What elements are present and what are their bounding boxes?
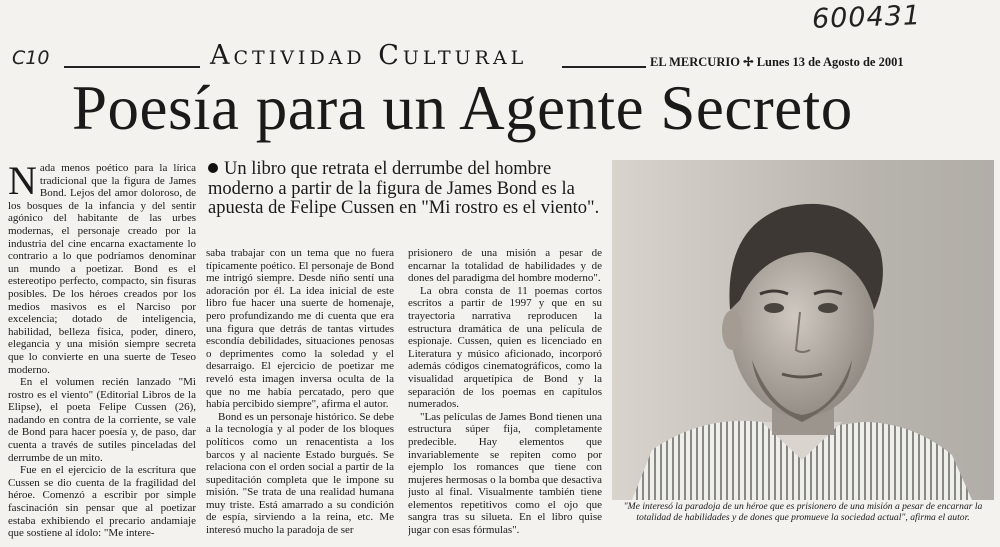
publication-line xyxy=(650,54,904,70)
drop-cap: N xyxy=(8,162,37,203)
col1-paragraph-2: En el volumen recién lanzado "Mi rostro es el viento" (Editorial Libros de la Elipse), el poeta Felipe Cussen (26), nadando en contra de la corriente, se vale de Bond para hacer poesía y, de paso, dar cuenta a través de sutiles pinceladas del derrumbe de un mito. xyxy=(8,376,196,464)
col2-paragraph-2: Bond es un personaje histórico. Se debe a la tecnología y al poder de los bloques políticos como un renacentista a los barcos y al naciente Estado burgués. Se relaciona con el orden social a partir de la supeditación completa que le impone su misión. "Se trata de una realidad humana muy triste. Está amarrado a su condición de espía, sirviendo a la reina, etc. Me interesó mucho la paradoja de ser xyxy=(206,410,394,537)
portrait-photo xyxy=(612,160,994,500)
handwritten-archive-number: 600431 xyxy=(811,0,922,35)
col1-paragraph-1: ada menos poético para la lírica tradicional que la figura de James Bond. Lejos del amor doloroso, de los bosques de la infancia y del sentir agónico del habitante de las urbes modernas, el personaje creado por la industria del cine encarna exactamente lo contrario a lo que podríamos denominar un mundo a poetizar. Bond es el estereotipo perfecto, compacto, sin fisuras posibles. De los héroes creados por los medios masivos es el Narciso por excelencia; dotado de inteligencia, habilidad, belleza física, poder, dinero, elegancia y una misión siempre secreta que lo convierte en una suerte de Teseo moderno. xyxy=(8,162,196,376)
col3-paragraph-1: prisionero de una misión a pesar de encarnar la totalidad de habilidades y de dones del paradigma del hombre moderno". xyxy=(408,247,602,285)
portrait-photo-icon xyxy=(612,160,994,500)
col2-paragraph-1: saba trabajar con un tema que no fuera típicamente poético. El personaje de Bond me intrigó siempre. Desde niño sentí una adoración por él. La idea inicial de este libro fue hacer una suerte de homenaje, pero profundizando me di cuenta que era una figura que detrás de tantas virtudes escondía debilidades, situaciones penosas o deprimentes como la soledad y el desarraigo. El ejercicio de poetizar me reveló esta imagen inversa oculta de la que no me había percatado, pero que había percibido siempre", afirma el autor. xyxy=(206,247,394,411)
col3-paragraph-2: La obra consta de 11 poemas cortos escritos a partir de 1997 y que en su trayectoria narrativa reproducen la estructura dramática de una película de espionaje. Cussen, quien es licenciado en Literatura y músico aficionado, incorporó además códigos cinematográficos, como la visualidad arquetípica de Bond y la separación de los poemas en capítulos numerados. xyxy=(408,284,602,411)
publication-date: Lunes 13 de Agosto de 2001 xyxy=(756,55,904,69)
subheadline-deck xyxy=(208,160,602,219)
col3-paragraph-3: "Las películas de James Bond tienen una estructura súper fija, completamente predecible. Hay elementos que invariablemente se repiten como por ejemplo los romances que tiene con mujeres hermosas o la bomba que desactiva justo al final. Visualmente también tiene elementos repetitivos como el ojo que sangra tras su silueta. En el libro quise jugar con esas fórmulas". xyxy=(408,410,602,537)
page-number: C10 xyxy=(12,47,50,69)
photo-caption: "Me interesó la paradoja de un héroe que es prisionero de una misión a pesar de encarnar la totalidad de habilidades y de dones que promueve la sociedad actual", afirma el autor. xyxy=(623,501,983,523)
header-rule-left xyxy=(64,66,200,68)
deck-text: Un libro que retrata el derrumbe del hombre moderno a partir de la figura de James Bond es la apuesta de Felipe Cussen en "Mi rostro es el viento". xyxy=(208,159,600,218)
article-column-2 xyxy=(206,247,394,547)
headline: Poesía para un Agente Secreto xyxy=(72,73,853,143)
col1-paragraph-3: Fue en el ejercicio de la escritura que Cussen se dio cuenta de la fragilidad del héroe. Comenzó a escribir por simple fascinación sin pensar que al poetizar estaba exhibiendo el precario andamiaje que sostiene al ídolo: "Me intere- xyxy=(8,464,196,540)
header-rule-middle xyxy=(562,66,646,68)
article-column-3 xyxy=(408,247,602,547)
publication-name: EL MERCURIO xyxy=(650,55,740,69)
separator-cross: ✢ xyxy=(743,55,757,69)
bullet-icon xyxy=(208,163,218,173)
article-column-1 xyxy=(8,162,196,546)
section-title: Actividad Cultural xyxy=(210,40,528,71)
